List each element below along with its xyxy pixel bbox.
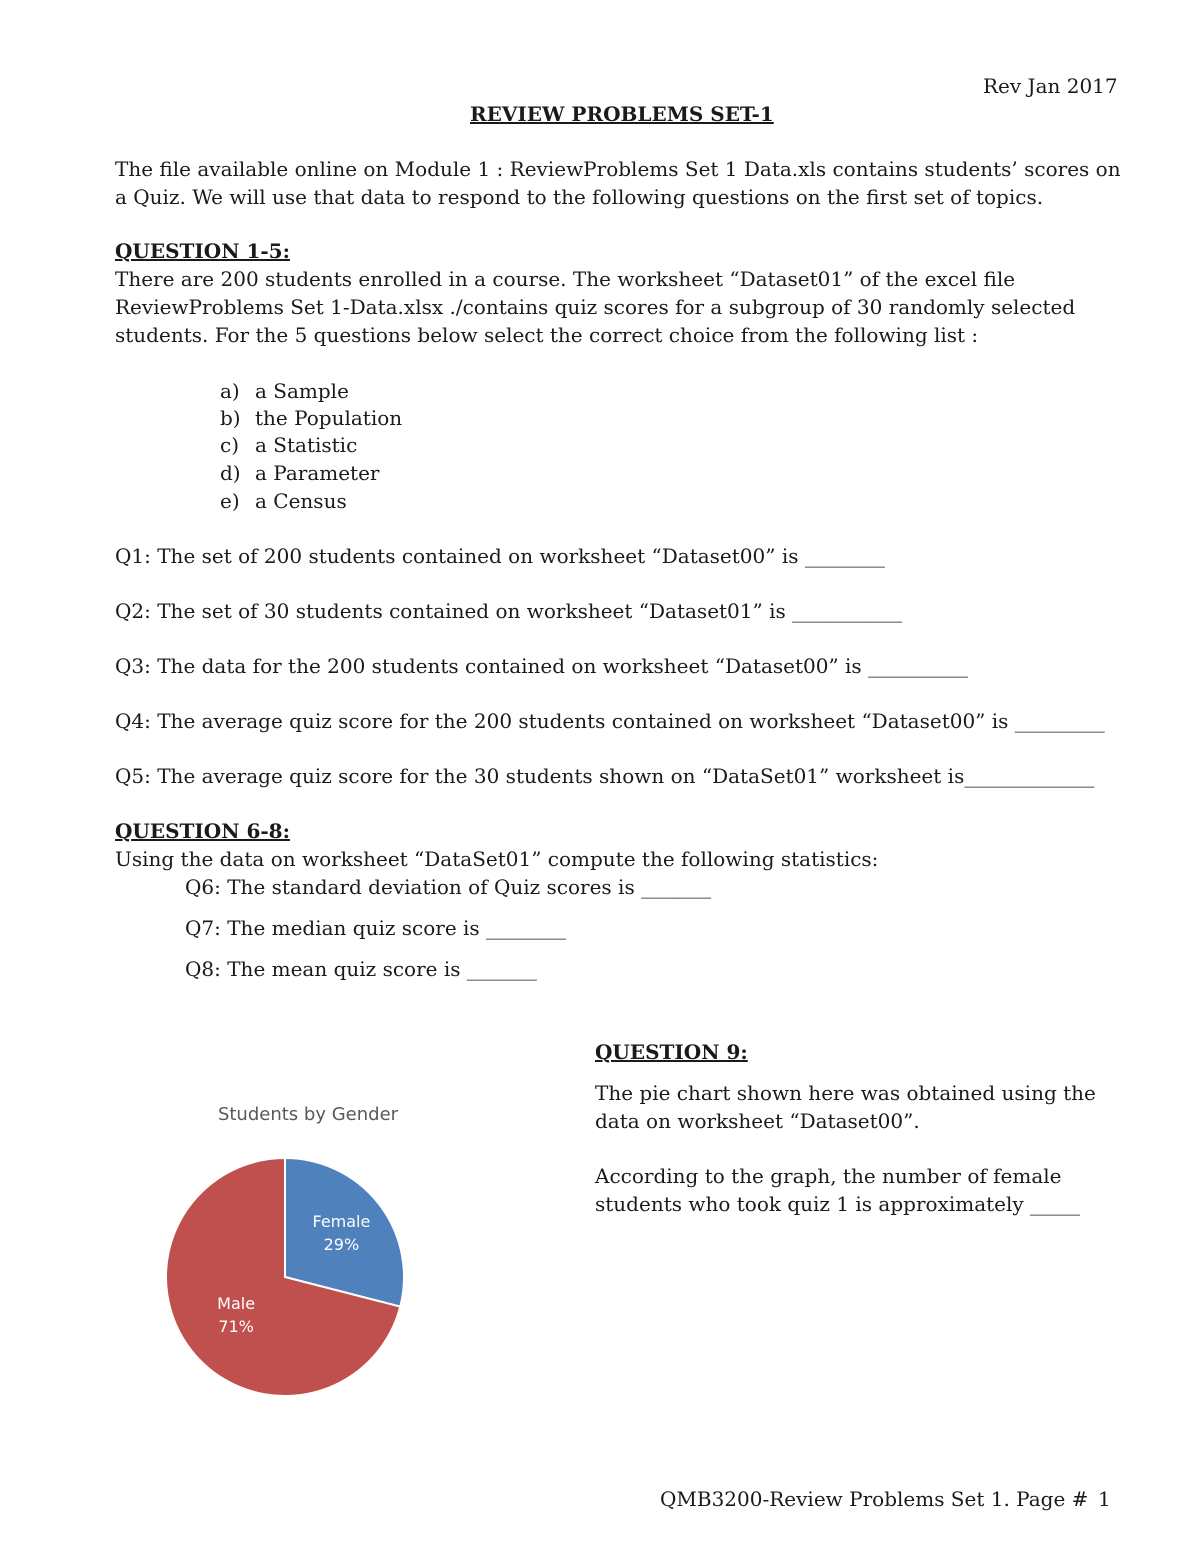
slice-percent-female: 29% [323,1235,360,1255]
choice-text: a Sample [255,379,349,403]
footer-page-label: QMB3200-Review Problems Set 1. Page # [660,1487,1089,1511]
revision-date: Rev Jan 2017 [983,74,1118,98]
question-1-5-text-line-3: students. For the 5 questions below select the correct choice from the following list : [115,323,979,347]
question-6-8-heading: QUESTION 6-8: [115,819,290,843]
question-9-text-line-1: The pie chart shown here was obtained using the [595,1081,1096,1105]
choice-letter: e) [220,489,240,513]
question-q6: Q6: The standard deviation of Quiz scores is _______ [185,875,712,899]
question-9-heading: QUESTION 9: [595,1040,748,1064]
intro-line-2: a Quiz. We will use that data to respond to the following questions on the first set of topics. [115,185,1044,209]
question-1-5-text-line-1: There are 200 students enrolled in a course. The worksheet “Dataset01” of the excel file [115,267,1016,291]
choice-letter: b) [220,406,241,430]
question-q1: Q1: The set of 200 students contained on worksheet “Dataset00” is ________ [115,544,885,568]
choice-text: a Census [255,489,347,513]
choice-text: a Statistic [255,433,358,457]
choice-letter: d) [220,461,241,485]
question-9-text-line-4: students who took quiz 1 is approximately _____ [595,1192,1081,1216]
question-1-5-text-line-2: ReviewProblems Set 1-Data.xlsx ./contains quiz scores for a subgroup of 30 randomly selected [115,295,1076,319]
slice-label-female: Female [312,1212,371,1232]
slice-label-male: Male [217,1293,256,1313]
question-q8: Q8: The mean quiz score is _______ [185,957,537,981]
question-6-8-intro: Using the data on worksheet “DataSet01” compute the following statistics: [115,847,879,871]
page-title: REVIEW PROBLEMS SET-1 [470,102,774,126]
question-q2: Q2: The set of 30 students contained on worksheet “Dataset01” is ___________ [115,599,903,623]
intro-line-1: The file available online on Module 1 : ReviewProblems Set 1 Data.xls contains students’ scores on [115,157,1121,181]
question-q5: Q5: The average quiz score for the 30 students shown on “DataSet01” worksheet is_____________ [115,764,1095,788]
slice-percent-male: 71% [218,1316,254,1336]
footer-page-number: 1 [1098,1487,1111,1511]
question-q4: Q4: The average quiz score for the 200 students contained on worksheet “Dataset00” is _________ [115,709,1105,733]
chart-title: Students by Gender [217,1104,399,1125]
question-1-5-heading: QUESTION 1-5: [115,239,290,263]
pie-chart [150,1092,450,1422]
question-9-text-line-3: According to the graph, the number of female [595,1164,1062,1188]
choice-text: the Population [255,406,403,430]
question-q3: Q3: The data for the 200 students contained on worksheet “Dataset00” is __________ [115,654,969,678]
choice-letter: c) [220,433,240,457]
question-q7: Q7: The median quiz score is ________ [185,916,567,940]
choice-text: a Parameter [255,461,380,485]
question-9-text-line-2: data on worksheet “Dataset00”. [595,1109,920,1133]
choice-letter: a) [220,379,240,403]
